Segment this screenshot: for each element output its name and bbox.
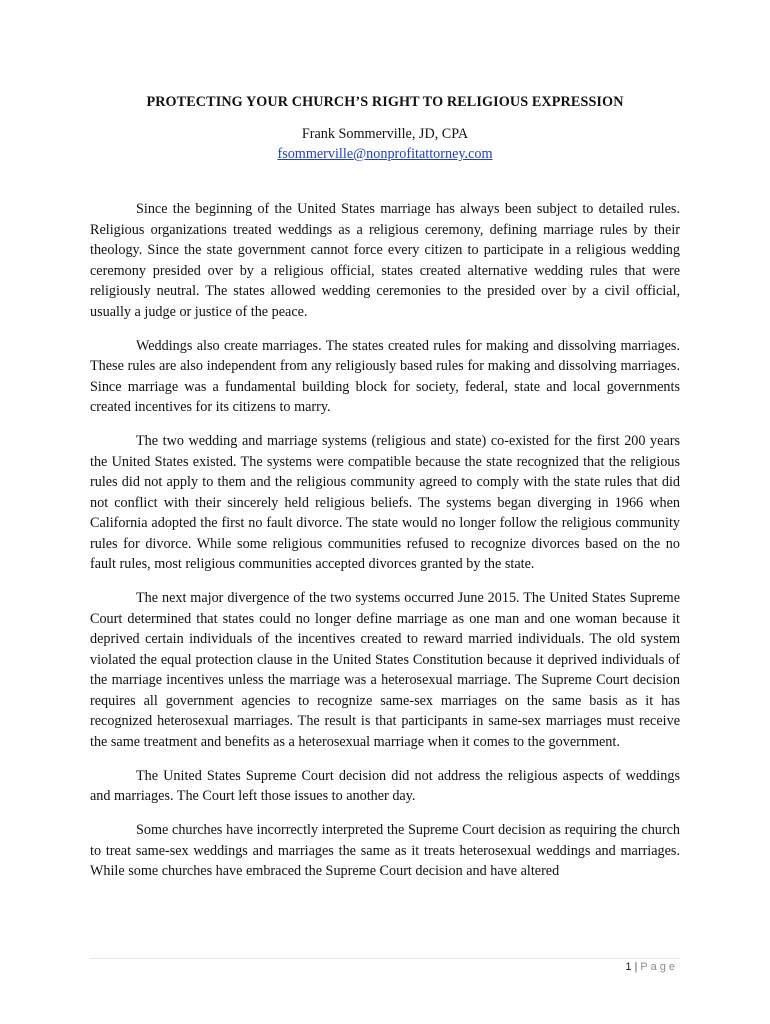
- paragraph-5: The United States Supreme Court decision did not address the religious aspects of weddings and marriages. The Court left those issues to another day.: [90, 767, 680, 804]
- document-body: [90, 199, 680, 895]
- paragraph-6: Some churches have incorrectly interpreted the Supreme Court decision as requiring the church to treat same-sex weddings and marriages the same as it treats heterosexual weddings and marriages. While some churches have embraced the Supreme Court decision and have altered: [90, 822, 680, 879]
- paragraph-4: The next major divergence of the two systems occurred June 2015. The United States Supreme Court determined that states could no longer define marriage as one man and one woman because it deprived certain individuals of the incentives created to reward married individuals. The old system violated the equal protection clause in the United States Constitution because it deprived individuals of the marriage incentives unless the marriage was a heterosexual marriage. The Supreme Court decision requires all government agencies to recognize same-sex marriages on the same basis as it has recognized heterosexual marriages. The result is that participants in same-sex marriages must receive the same treatment and benefits as a heterosexual marriage when it comes to the government.: [90, 590, 680, 750]
- author-email-line: [90, 146, 680, 163]
- author-name: Frank Sommerville, JD, CPA: [301, 126, 469, 142]
- footer-separator: |: [634, 961, 638, 973]
- footer-divider: [90, 958, 680, 959]
- page-number: 1: [625, 961, 632, 973]
- paragraph-1: Since the beginning of the United States marriage has always been subject to detailed rules. Religious organizations treated weddings as a religious ceremony, defining marriage rules by their theology. Since the state government cannot force every citizen to participate in a religious wedding ceremony presided over by a religious official, states created alternative wedding rules that were religiously neutral. The states allowed wedding ceremonies to the presided over by a civil official, usually a judge or justice of the peace.: [90, 201, 680, 320]
- document-title: PROTECTING YOUR CHURCH’S RIGHT TO RELIGIOUS EXPRESSION: [146, 94, 624, 110]
- paragraph-2: Weddings also create marriages. The states created rules for making and dissolving marriages. These rules are also independent from any religiously based rules for making and dissolving marriages. Since marriage was a fundamental building block for society, federal, state and local governments created incentives for its citizens to marry.: [90, 337, 680, 415]
- page-word: Page: [640, 961, 678, 973]
- paragraph-3: The two wedding and marriage systems (religious and state) co-existed for the first 200 years the United States existed. The systems were compatible because the state recognized that the religious rules did not apply to them and the religious community agreed to comply with the state rules that did not conflict with their sincerely held religious beliefs. The systems began diverging in 1966 when California adopted the first no fault divorce. The state would no longer follow the religious community rules for divorce. While some religious communities refused to recognize divorces based on the no fault rules, most religious communities accepted divorces granted by the state.: [90, 433, 680, 572]
- page-footer: [625, 961, 678, 973]
- author-email-link[interactable]: fsommerville@nonprofitattorney.com: [277, 146, 493, 162]
